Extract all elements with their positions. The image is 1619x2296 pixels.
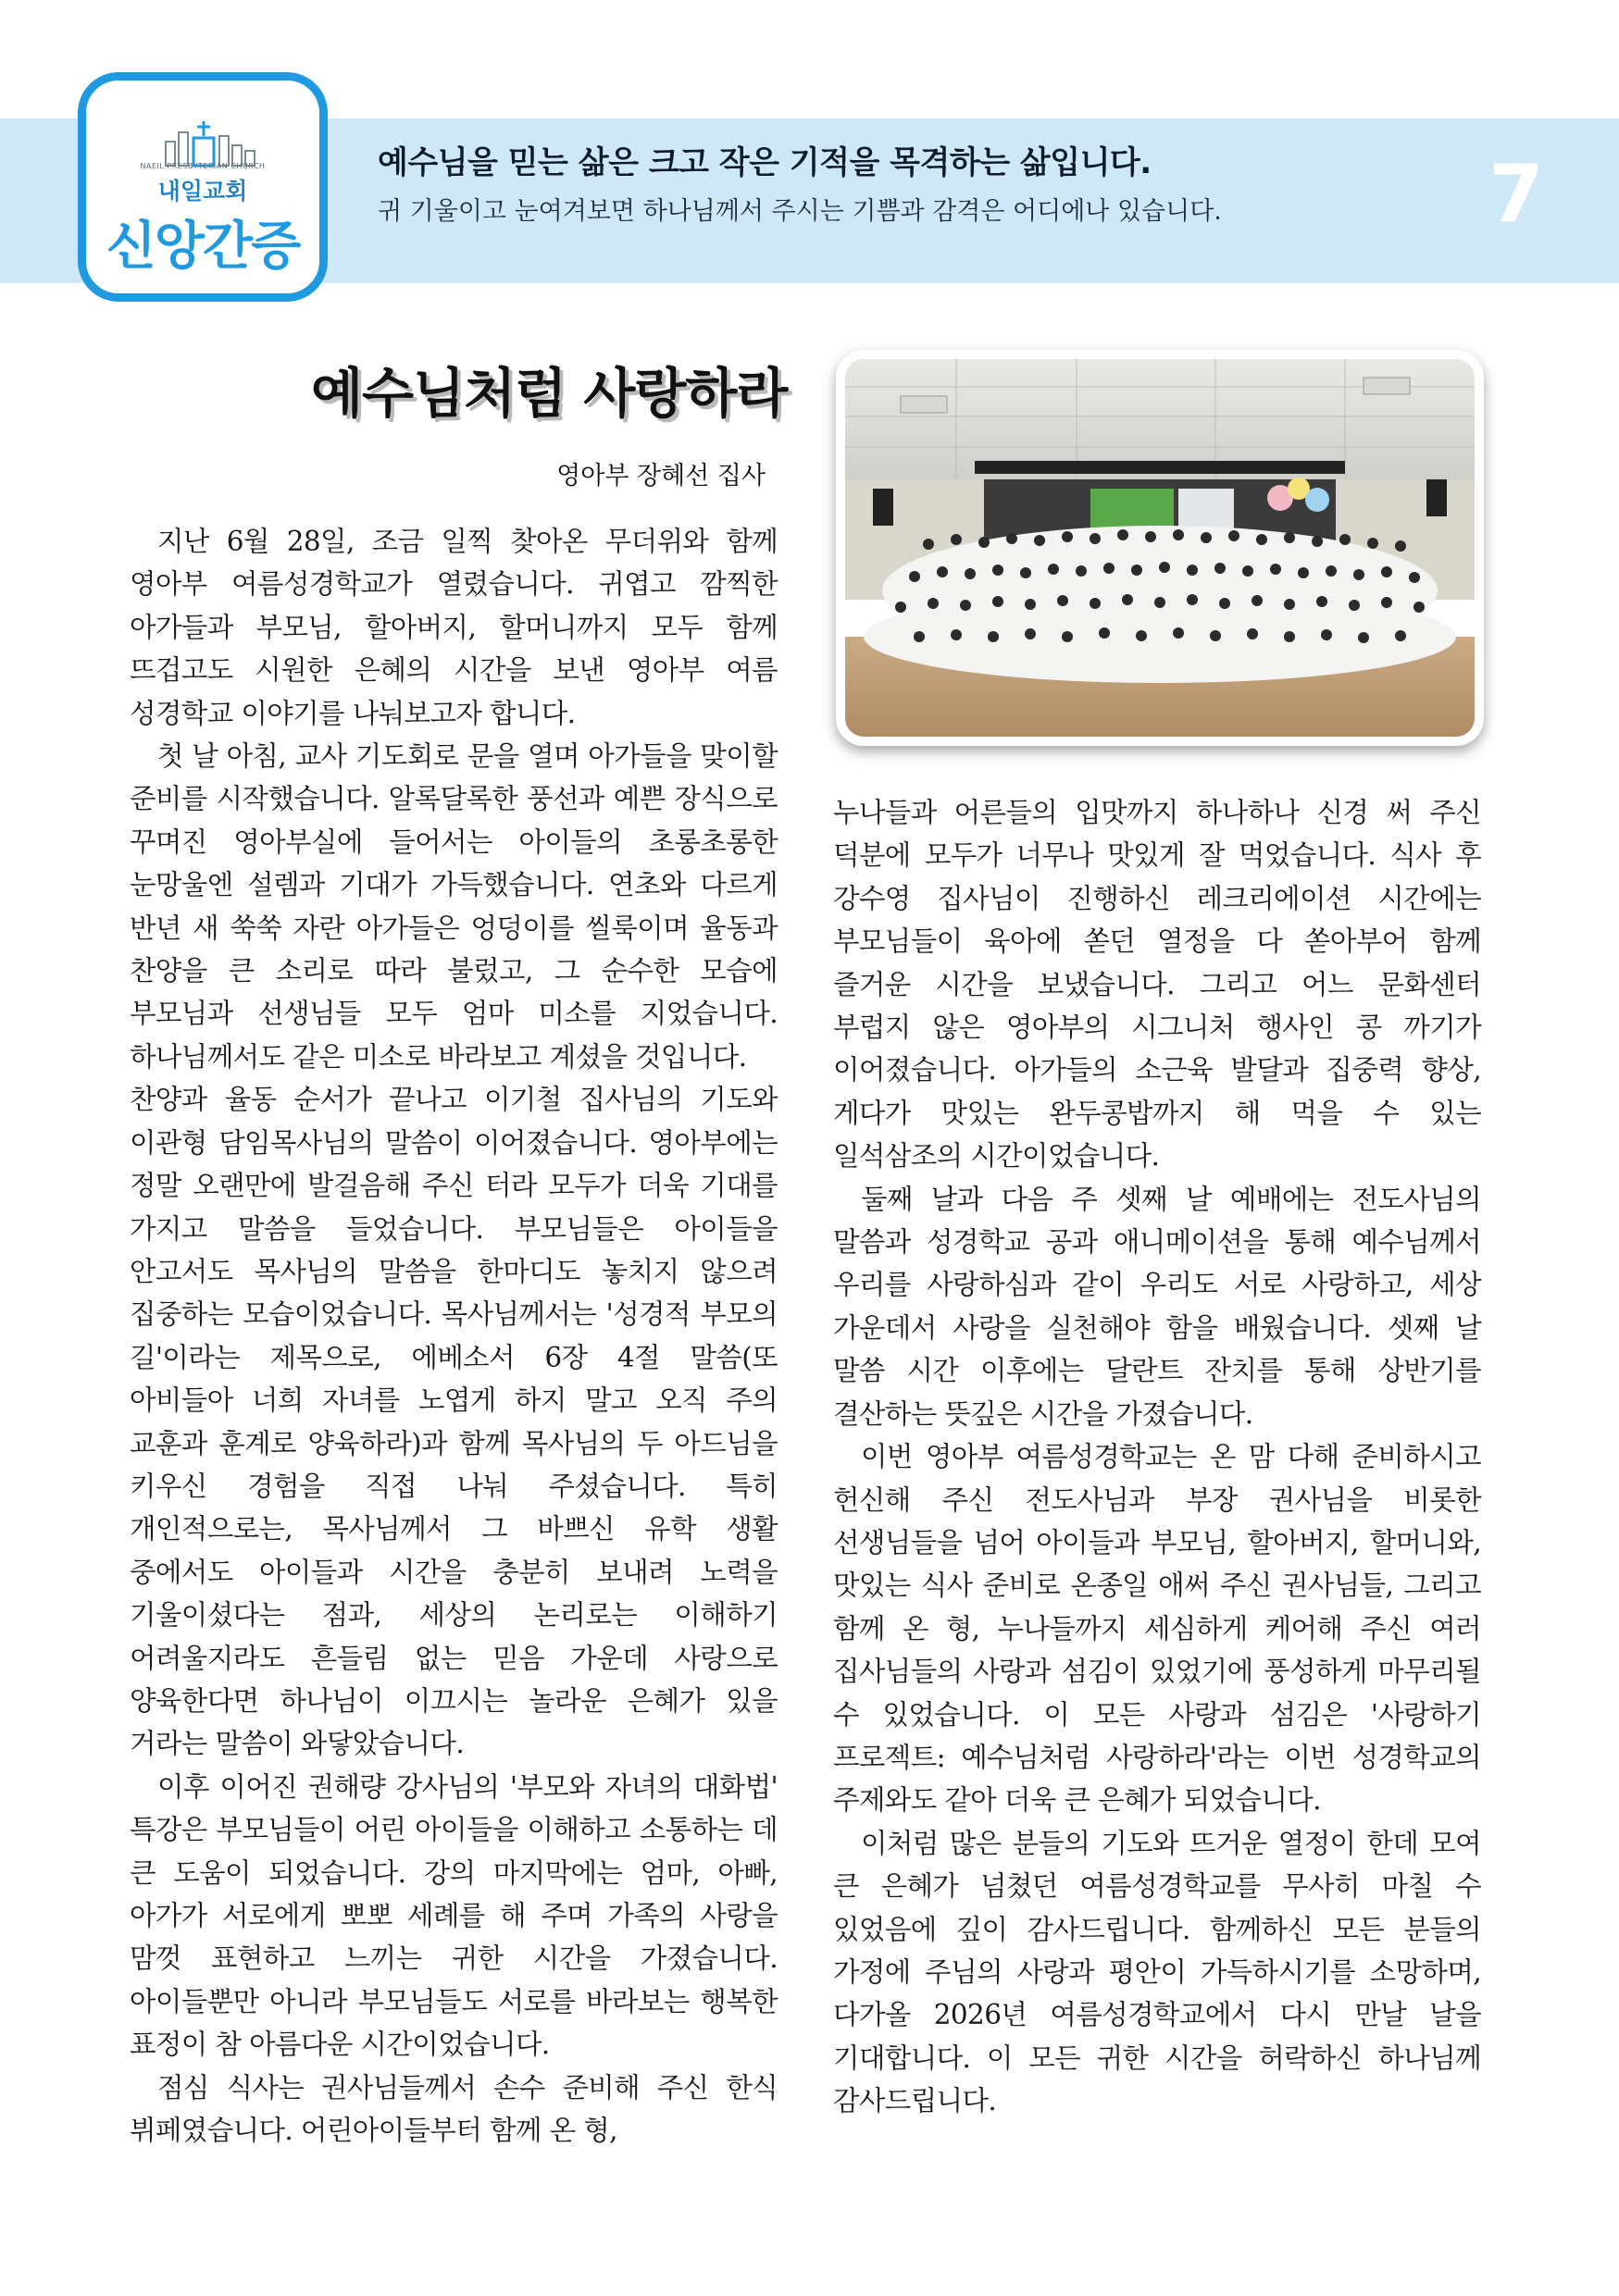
article-author: 영아부 장혜선 집사 [556,462,766,490]
group-photo [836,350,1484,746]
paragraph: 찬양과 율동 순서가 끝나고 이기철 집사님의 기도와 이관형 담임목사님의 말씀이 이어졌습니다. 영아부에는 정말 오랜만에 발걸음해 주신 터라 모두가 더욱 기대를 가지고 말씀을 들었습니다. 부모님들은 아이들을 안고서도 목사님의 말씀을 한마디도 놓치지 않으려 집중하는 모습이었습니다. 목사님께서는 '성경적 부모의 길'이라는 제목으로, 에베소서 6장 4절 말씀(또 아비들아 너희 자녀를 노엽게 하지 말고 오직 주의 교훈과 훈계로 양육하라)과 함께 목사님의 두 아드님을 키우신 경험을 직접 나눠 주셨습니다. 특히 개인적으로는, 목사님께서 그 바쁘신 유학 생활 중에서도 아이들과 시간을 충분히 보내려 노력을 기울이셨다는 점과, 세상의 논리로는 이해하기 어려울지라도 흔들림 없는 믿음 가운데 사랑으로 양육한다면 하나님이 이끄시는 놀라운 은혜가 있을 거라는 말씀이 와닿았습니다. [130,1084,778,1760]
church-skyline-icon [162,119,258,168]
paragraph: 이번 영아부 여름성경학교는 온 맘 다해 준비하시고 헌신해 주신 전도사님과 부장 권사님을 비롯한 선생님들을 넘어 아이들과 부모님, 할아버지, 할머니와, 맛있는 식사 준비로 온종일 애써 주신 권사님들, 그리고 함께 온 형, 누나들까지 세심하게 케어해 주신 여러 집사님들의 사랑과 섬김이 있었기에 풍성하게 마무리될 수 있었습니다. 이 모든 사랑과 섬김은 '사랑하기 프로젝트: 예수님처럼 사랑하라'라는 이번 성경학교의 주제와도 같아 더욱 큰 은혜가 되었습니다. [833,1441,1481,1817]
paragraph: 점심 식사는 권사님들께서 손수 준비해 주신 한식 뷔페였습니다. 어린아이들부터 함께 온 형, [130,2071,778,2147]
paragraph: 둘째 날과 다음 주 셋째 날 예배에는 전도사님의 말씀과 성경학교 공과 애니메이션을 통해 예수님께서 우리를 사랑하심과 같이 우리도 서로 사랑하고, 세상 가운데서 사랑을 실천해야 함을 배웠습니다. 셋째 날 말씀 시간 이후에는 달란트 잔치를 통해 상반기를 결산하는 뜻깊은 시간을 가졌습니다. [833,1183,1481,1430]
header-main-text: 예수님을 믿는 삶은 크고 작은 기적을 목격하는 삶입니다. [378,144,1152,181]
article-title: 예수님처럼 사랑하라 [311,362,788,425]
header-sub-text: 귀 기울이고 눈여겨보면 하나님께서 주시는 기쁨과 감격은 어디에나 있습니다. [378,197,1222,226]
paragraph: 이처럼 많은 분들의 기도와 뜨거운 열정이 한데 모여 큰 은혜가 넘쳤던 여름성경학교를 무사히 마칠 수 있었음에 깊이 감사드립니다. 함께하신 모든 분들의 가정에 주님의 사랑과 평안이 가득하시기를 소망하며, 다가올 2026년 여름성경학교에서 다시 만날 날을 기대합니다. 이 모든 귀한 시간을 허락하신 하나님께 감사드립니다. [833,1827,1481,2117]
article-body-right [833,791,1481,2207]
logo [78,72,328,302]
paragraph: 누나들과 어른들의 입맛까지 하나하나 신경 써 주신 덕분에 모두가 너무나 맛있게 잘 먹었습니다. 식사 후 강수영 집사님이 진행하신 레크리에이션 시간에는 부모님들이 육아에 쏟던 열정을 다 쏟아부어 함께 즐거운 시간을 보냈습니다. 그리고 어느 문화센터 부럽지 않은 영아부의 시그니처 행사인 콩 까기가 이어졌습니다. 아가들의 소근육 발달과 집중력 향상, 게다가 맛있는 완두콩밥까지 해 먹을 수 있는 일석삼조의 시간이었습니다. [833,797,1481,1173]
logo-subtext: NAEIL PRESBYTERIAN CHURCH [140,162,266,170]
section-title: 신앙간증 [106,217,300,277]
paragraph: 지난 6월 28일, 조금 일찍 찾아온 무더위와 함께 영아부 여름성경학교가 열렸습니다. 귀엽고 깜찍한 아가들과 부모님, 할아버지, 할머니까지 모두 함께 뜨겁고도 시원한 은혜의 시간을 보낸 영아부 여름 성경학교 이야기를 나눠보고자 합니다. [130,526,778,729]
logo-church-name: 내일교회 [157,178,248,205]
article-body-left [130,520,778,2204]
paragraph: 첫 날 아침, 교사 기도회로 문을 열며 아가들을 맞이할 준비를 시작했습니다. 알록달록한 풍선과 예쁜 장식으로 꾸며진 영아부실에 들어서는 아이들의 초롱초롱한 눈망울엔 설렘과 기대가 가득했습니다. 연초와 다르게 반년 새 쑥쑥 자란 아가들은 엉덩이를 씰룩이며 율동과 찬양을 큰 소리로 따라 불렀고, 그 순수한 모습에 부모님과 선생님들 모두 엄마 미소를 지었습니다. 하나님께서도 같은 미소로 바라보고 계셨을 것입니다. [130,740,778,1073]
paragraph: 이후 이어진 권해량 강사님의 '부모와 자녀의 대화법' 특강은 부모님들이 어린 아이들을 이해하고 소통하는 데 큰 도움이 되었습니다. 강의 마지막에는 엄마, 아빠, 아가가 서로에게 뽀뽀 세례를 해 주며 가족의 사랑을 맘껏 표현하고 느끼는 귀한 시간을 가졌습니다. 아이들뿐만 아니라 부모님들도 서로를 바라보는 행복한 표정이 참 아름다운 시간이었습니다. [130,1770,778,2061]
page-number: 7 [1488,148,1544,241]
